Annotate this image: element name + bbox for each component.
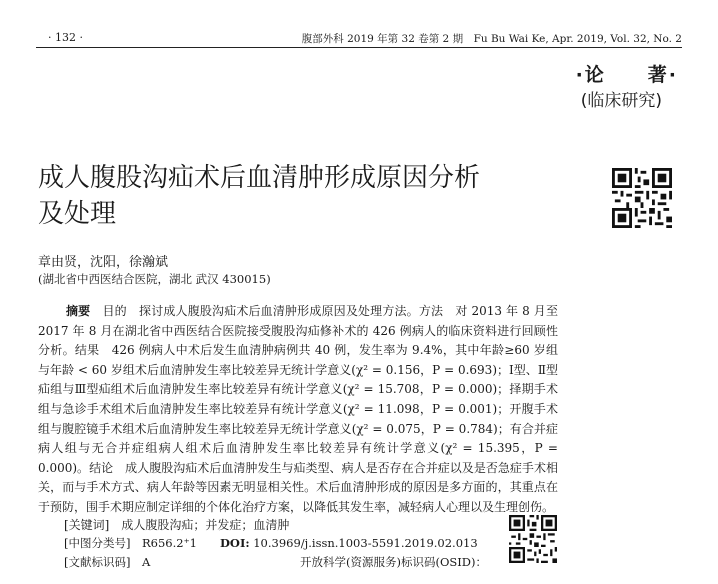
doi-value: 10.3969/j.issn.1003-5591.2019.02.013 (253, 536, 478, 550)
header-rule (36, 47, 682, 48)
section-subtype: (临床研究) (580, 91, 662, 111)
doi-label: DOI: (219, 536, 250, 550)
page-number: · 132 · (48, 31, 83, 44)
conclusion-text: 成人腹股沟疝术后血清肿发生与疝类型、病人是否存在合并症以及是否急症手术相关，而与手术方式、病人年龄等因素无明显相关性。术后血清肿形成的原因是多方面的，其重点在于预防，围手术期应制定详细的个体化治疗方案，以降低其发生率，减轻病人心理以及生理创伤。 (38, 460, 558, 514)
affiliation: (湖北省中西医结合医院，湖北 武汉 430015) (38, 272, 271, 286)
article-title (38, 160, 578, 232)
qr-code-icon (612, 168, 672, 228)
doc-label: [文献标识码] (64, 555, 131, 569)
section-label: ·论 著· (575, 64, 678, 86)
purpose-text: 探讨成人腹股沟疝术后血清肿形成原因及处理方法。 (139, 304, 419, 318)
authors: 章由贤，沈阳，徐瀚斌 (38, 255, 169, 270)
document-code-line (64, 554, 150, 570)
keywords-label: [关键词] (64, 518, 110, 532)
osid-label: 开放科学(资源服务)标识码(OSID)： (300, 555, 488, 569)
title-line-1: 成人腹股沟疝术后血清肿形成原因分析 (38, 163, 481, 193)
result-text: 426 例病人中术后发生血清肿病例共 40 例，发生率为 9.4%，其中年龄≥60 岁组与年龄 < 60 岁组术后血清肿发生率比较差异无统计学意义(χ² = 0.156，P = 0.693)；Ⅰ型、Ⅱ型疝组与Ⅲ型疝组术后血清肿发生率比较差异有统计学意义(χ² = 15.708，P = 0.000)；择期手术组与急诊手术组术后血清肿发生率比较差异有统计学意义(χ² = 11.098，P = 0.001)；开腹手术组与腹腔镜手术组术后血清肿发生率比较差异无统计学意义(χ² = 0.075，P = 0.784)；有合并症病人组与无合并症组病人组术后血清肿发生率比较差异有统计学意义(χ² = 15.395，P = 0.000)。 (38, 343, 558, 475)
class-value: R656.2⁺1 (141, 536, 197, 550)
method-label: 方法 (418, 304, 444, 318)
classification-line (64, 535, 478, 551)
keywords-line (64, 516, 289, 533)
conclusion-label: 结论 (89, 460, 114, 475)
osid-qr-code-icon (509, 515, 557, 563)
running-head: 腹部外科 2019 年第 32 卷第 2 期 Fu Bu Wai Ke, Apr. 2019, Vol. 32, No. 2 (301, 33, 682, 45)
keywords-value: 成人腹股沟疝；并发症；血清肿 (121, 518, 290, 532)
method-text: 对 2013 年 8 月至 2017 年 8 月在湖北省中西医结合医院接受腹股沟疝修补术的 426 例病人的临床资料进行回顾性分析。 (38, 304, 558, 358)
class-label: [中图分类号] (64, 536, 131, 550)
purpose-label: 目的 (102, 304, 127, 318)
result-label: 结果 (74, 343, 100, 358)
doc-value: A (141, 555, 151, 569)
abstract-label: 摘要 (66, 304, 91, 318)
title-line-2: 及处理 (38, 199, 117, 229)
abstract (38, 302, 558, 518)
